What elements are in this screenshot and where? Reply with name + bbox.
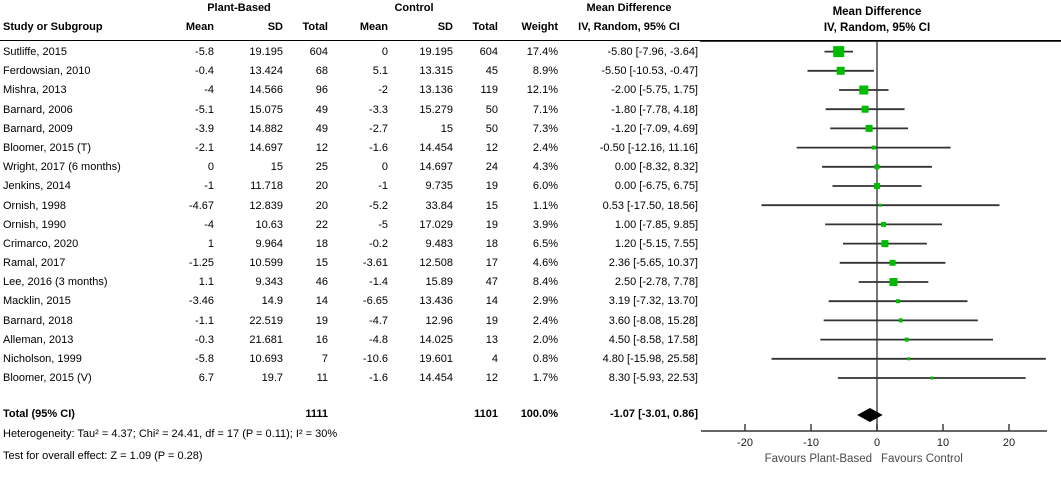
effect-marker	[862, 106, 869, 113]
effect-marker	[837, 67, 845, 75]
cell-study: Barnard, 2009	[3, 122, 73, 135]
cell-weight: 17.4%	[526, 46, 558, 58]
col-header-ci: IV, Random, 95% CI	[578, 21, 680, 33]
cell-weight: 1.1%	[532, 199, 558, 212]
cell-pb_total: 7	[321, 353, 328, 365]
cell-c_total: 12	[485, 141, 498, 154]
cell-pb_sd: 15	[270, 161, 283, 174]
cell-weight: 3.9%	[532, 218, 558, 231]
cell-weight: 0.8%	[532, 353, 558, 365]
col-header-pb-total: Total	[302, 21, 328, 33]
cell-pb_mean: -5.1	[195, 103, 214, 116]
table-row	[0, 177, 700, 196]
cell-study: Sutliffe, 2015	[3, 46, 68, 58]
cell-c_total: 12	[485, 372, 498, 385]
tick-label: 0	[873, 437, 881, 449]
cell-pb_mean: 6.7	[198, 372, 214, 385]
cell-pb_total: 12	[315, 141, 328, 154]
cell-pb_sd: 12.839	[249, 199, 283, 212]
cell-c_mean: -2	[378, 84, 388, 97]
cell-study: Crimarco, 2020	[3, 237, 79, 250]
cell-c_mean: -4.8	[369, 333, 388, 346]
cell-c_mean: -2.7	[369, 122, 388, 135]
cell-weight: 7.3%	[532, 122, 558, 135]
cell-pb_total: 25	[315, 161, 328, 174]
effect-marker	[896, 299, 900, 303]
cell-c_total: 19	[485, 314, 498, 327]
plot-title-line1: Mean Difference	[832, 6, 922, 18]
plot-title-line2: IV, Random, 95% CI	[823, 22, 931, 34]
group-header-control: Control	[394, 2, 434, 14]
table-row	[0, 312, 700, 331]
effect-marker	[875, 164, 880, 169]
cell-pb_total: 22	[315, 218, 328, 231]
cell-study: Ferdowsian, 2010	[3, 65, 91, 78]
cell-pb_total: 49	[315, 122, 328, 135]
cell-c_sd: 17.029	[419, 218, 453, 231]
cell-c_sd: 12.508	[419, 257, 453, 270]
cell-weight: 2.4%	[532, 314, 558, 327]
cell-c_total: 19	[485, 218, 498, 231]
cell-weight: 2.9%	[532, 295, 558, 308]
cell-weight: 12.1%	[526, 84, 558, 97]
cell-c_sd: 19.601	[419, 353, 453, 365]
cell-pb_sd: 10.599	[249, 257, 283, 270]
group-header-mean-difference: Mean Difference	[586, 2, 672, 14]
cell-pb_sd: 19.7	[261, 372, 283, 385]
cell-c_sd: 12.96	[425, 314, 453, 327]
total-pb-n: 1111	[305, 408, 328, 420]
table-row	[0, 331, 700, 350]
cell-weight: 8.9%	[532, 65, 558, 78]
col-header-pb-mean: Mean	[185, 21, 214, 33]
cell-pb_mean: 1.1	[198, 276, 214, 289]
cell-c_sd: 13.136	[419, 84, 453, 97]
cell-c_total: 15	[485, 199, 498, 212]
cell-study: Ramal, 2017	[3, 257, 66, 270]
heterogeneity-note: Heterogeneity: Tau² = 4.37; Chi² = 24.41, df = 17 (P = 0.11); I² = 30%	[3, 428, 338, 440]
cell-c_sd: 9.483	[425, 237, 453, 250]
cell-ci_text: -5.80 [-7.96, -3.64]	[607, 46, 698, 58]
cell-pb_sd: 19.195	[249, 46, 283, 58]
favours-right-label: Favours Control	[881, 453, 963, 465]
tick-label: 20	[1002, 437, 1016, 449]
col-header-pb-sd: SD	[267, 21, 283, 33]
cell-ci_text: 4.80 [-15.98, 25.58]	[602, 353, 698, 365]
cell-study: Mishra, 2013	[3, 84, 67, 97]
cell-ci_text: 0.00 [-8.32, 8.32]	[614, 161, 698, 174]
cell-study: Barnard, 2006	[3, 103, 73, 116]
cell-ci_text: 2.50 [-2.78, 7.78]	[614, 276, 698, 289]
cell-c_sd: 13.315	[419, 65, 453, 78]
cell-pb_mean: -3.46	[188, 295, 214, 308]
cell-pb_total: 46	[315, 276, 328, 289]
forest-plot-svg	[700, 0, 1061, 480]
cell-pb_mean: -1.25	[188, 257, 214, 270]
cell-pb_sd: 22.519	[249, 314, 283, 327]
cell-c_total: 4	[491, 353, 498, 365]
cell-pb_sd: 9.964	[255, 237, 283, 250]
total-c-n: 1101	[474, 408, 498, 420]
cell-c_total: 19	[485, 180, 498, 193]
cell-pb_mean: 0	[207, 161, 214, 174]
cell-study: Barnard, 2018	[3, 314, 73, 327]
cell-c_total: 14	[485, 295, 498, 308]
cell-pb_total: 11	[316, 372, 328, 385]
cell-pb_mean: -0.3	[195, 333, 214, 346]
effect-marker	[930, 377, 933, 380]
cell-weight: 4.3%	[532, 161, 558, 174]
cell-ci_text: 4.50 [-8.58, 17.58]	[608, 333, 698, 346]
cell-c_mean: 0	[381, 46, 388, 58]
cell-pb_total: 16	[315, 333, 328, 346]
tick-label: -10	[803, 437, 819, 449]
cell-pb_sd: 14.882	[249, 122, 283, 135]
cell-weight: 4.6%	[532, 257, 558, 270]
cell-pb_sd: 10.693	[249, 353, 283, 365]
cell-weight: 2.4%	[532, 141, 558, 154]
cell-pb_total: 96	[315, 84, 328, 97]
cell-c_total: 18	[485, 237, 498, 250]
cell-ci_text: 0.00 [-6.75, 6.75]	[614, 180, 698, 193]
cell-c_sd: 14.454	[419, 141, 453, 154]
cell-study: Bloomer, 2015 (T)	[3, 141, 92, 154]
cell-c_sd: 14.697	[419, 161, 453, 174]
col-header-c-mean: Mean	[359, 21, 388, 33]
cell-pb_sd: 21.681	[249, 333, 283, 346]
cell-c_mean: -5	[378, 218, 388, 231]
cell-c_mean: -3.61	[362, 257, 388, 270]
cell-pb_sd: 14.697	[249, 141, 283, 154]
table-row	[0, 197, 700, 216]
cell-c_mean: 5.1	[372, 65, 388, 78]
cell-c_sd: 15.279	[419, 103, 453, 116]
favours-left-label: Favours Plant-Based	[764, 453, 872, 465]
tick-label: 10	[936, 437, 950, 449]
effect-marker	[881, 240, 888, 247]
cell-study: Ornish, 1998	[3, 199, 66, 212]
table-row	[0, 158, 700, 177]
tick-label: -20	[737, 437, 753, 449]
cell-ci_text: 1.20 [-5.15, 7.55]	[614, 237, 698, 250]
effect-marker	[899, 318, 903, 322]
cell-study: Bloomer, 2015 (V)	[3, 372, 92, 385]
cell-c_mean: -3.3	[369, 103, 388, 116]
cell-c_sd: 14.454	[419, 372, 453, 385]
cell-pb_sd: 15.075	[249, 103, 283, 116]
cell-c_sd: 14.025	[419, 333, 453, 346]
cell-ci_text: 0.53 [-17.50, 18.56]	[602, 199, 698, 212]
cell-pb_mean: -5.8	[195, 353, 214, 365]
table-row	[0, 43, 700, 62]
cell-c_total: 50	[485, 122, 498, 135]
cell-weight: 7.1%	[532, 103, 558, 116]
cell-ci_text: 1.00 [-7.85, 9.85]	[614, 218, 698, 231]
cell-c_sd: 9.735	[425, 180, 453, 193]
total-ci-text: -1.07 [-3.01, 0.86]	[609, 408, 698, 420]
cell-pb_sd: 10.63	[255, 218, 283, 231]
cell-pb_total: 49	[315, 103, 328, 116]
cell-pb_total: 14	[315, 295, 328, 308]
effect-marker	[859, 86, 868, 95]
cell-pb_mean: -4	[204, 218, 214, 231]
cell-pb_mean: -5.8	[195, 46, 214, 58]
cell-weight: 6.0%	[532, 180, 558, 193]
table-row	[0, 254, 700, 273]
cell-ci_text: -0.50 [-12.16, 11.16]	[599, 141, 698, 154]
cell-c_mean: 0	[381, 161, 388, 174]
effect-marker	[890, 260, 896, 266]
total-row	[0, 405, 700, 424]
effect-marker	[881, 222, 886, 227]
cell-pb_mean: -0.4	[195, 65, 214, 78]
effect-marker	[905, 338, 909, 342]
header-spacer	[0, 2, 150, 14]
effect-marker	[872, 146, 876, 150]
cell-ci_text: -1.20 [-7.09, 4.69]	[611, 122, 698, 135]
cell-pb_mean: -3.9	[195, 122, 214, 135]
group-header-plant-based: Plant-Based	[207, 2, 271, 14]
cell-study: Macklin, 2015	[3, 295, 71, 308]
table-row	[0, 216, 700, 235]
table-row	[0, 369, 700, 388]
table-row	[0, 139, 700, 158]
cell-pb_total: 15	[315, 257, 328, 270]
cell-c_mean: -1	[378, 180, 388, 193]
table-row	[0, 120, 700, 139]
cell-ci_text: 2.36 [-5.65, 10.37]	[608, 257, 698, 270]
col-header-c-sd: SD	[437, 21, 453, 33]
cell-pb_mean: -4.67	[188, 199, 214, 212]
cell-study: Wright, 2017 (6 months)	[3, 161, 121, 174]
cell-c_mean: -1.6	[369, 141, 388, 154]
study-rows	[0, 43, 700, 388]
total-weight: 100.0%	[520, 408, 558, 420]
cell-c_total: 13	[485, 333, 498, 346]
cell-pb_sd: 11.718	[250, 180, 283, 193]
cell-weight: 2.0%	[532, 333, 558, 346]
effect-marker	[833, 46, 844, 57]
cell-c_mean: -10.6	[362, 353, 388, 365]
effect-marker	[890, 278, 898, 286]
effect-marker	[866, 125, 873, 132]
cell-weight: 8.4%	[532, 276, 558, 289]
table-row	[0, 273, 700, 292]
cell-pb_total: 18	[315, 237, 328, 250]
cell-pb_sd: 13.424	[249, 65, 283, 78]
col-header-weight: Weight	[521, 21, 558, 33]
table-row	[0, 101, 700, 120]
cell-pb_sd: 9.343	[255, 276, 283, 289]
cell-study: Ornish, 1990	[3, 218, 66, 231]
cell-pb_mean: -1	[204, 180, 214, 193]
cell-c_sd: 19.195	[419, 46, 453, 58]
cell-study: Nicholson, 1999	[3, 353, 82, 365]
cell-c_sd: 15	[440, 122, 453, 135]
col-header-study: Study or Subgroup	[3, 21, 103, 33]
cell-c_mean: -1.4	[369, 276, 388, 289]
cell-c_total: 24	[485, 161, 498, 174]
effect-marker	[879, 204, 882, 207]
cell-ci_text: -5.50 [-10.53, -0.47]	[601, 65, 698, 78]
cell-pb_sd: 14.566	[249, 84, 283, 97]
table-row	[0, 350, 700, 369]
cell-c_mean: -0.2	[369, 237, 388, 250]
cell-c_sd: 13.436	[419, 295, 453, 308]
cell-ci_text: 8.30 [-5.93, 22.53]	[608, 372, 698, 385]
cell-pb_mean: 1	[207, 237, 214, 250]
summary-diamond	[857, 408, 883, 422]
cell-c_mean: -5.2	[369, 199, 388, 212]
cell-pb_total: 20	[315, 199, 328, 212]
cell-ci_text: -1.80 [-7.78, 4.18]	[611, 103, 698, 116]
cell-pb_mean: -2.1	[195, 141, 214, 154]
table-row	[0, 62, 700, 81]
cell-pb_total: 19	[315, 314, 328, 327]
cell-ci_text: 3.19 [-7.32, 13.70]	[608, 295, 698, 308]
col-header-c-total: Total	[472, 21, 498, 33]
cell-pb_sd: 14.9	[261, 295, 283, 308]
overall-effect-note: Test for overall effect: Z = 1.09 (P = 0.28)	[3, 450, 203, 462]
cell-pb_total: 68	[315, 65, 328, 78]
cell-c_total: 45	[485, 65, 498, 78]
cell-ci_text: 3.60 [-8.08, 15.28]	[608, 314, 698, 327]
total-label: Total (95% CI)	[3, 408, 75, 420]
cell-c_mean: -6.65	[362, 295, 388, 308]
cell-pb_total: 604	[309, 46, 328, 58]
cell-c_sd: 33.84	[425, 199, 453, 212]
cell-study: Alleman, 2013	[3, 333, 74, 346]
cell-c_total: 50	[485, 103, 498, 116]
cell-c_mean: -1.6	[369, 372, 388, 385]
table-row	[0, 235, 700, 254]
table-row	[0, 81, 700, 100]
cell-pb_mean: -4	[204, 84, 214, 97]
cell-c_total: 604	[479, 46, 498, 58]
cell-c_total: 17	[485, 257, 498, 270]
cell-c_total: 119	[480, 84, 498, 97]
table-row	[0, 292, 700, 311]
cell-study: Jenkins, 2014	[3, 180, 71, 193]
cell-study: Lee, 2016 (3 months)	[3, 276, 108, 289]
cell-ci_text: -2.00 [-5.75, 1.75]	[611, 84, 698, 97]
effect-marker	[874, 183, 880, 189]
cell-weight: 6.5%	[532, 237, 558, 250]
cell-c_sd: 15.89	[425, 276, 453, 289]
cell-c_total: 47	[485, 276, 498, 289]
cell-c_mean: -4.7	[369, 314, 388, 327]
cell-weight: 1.7%	[532, 372, 558, 385]
cell-pb_mean: -1.1	[195, 314, 214, 327]
effect-marker	[907, 357, 910, 360]
cell-pb_total: 20	[315, 180, 328, 193]
